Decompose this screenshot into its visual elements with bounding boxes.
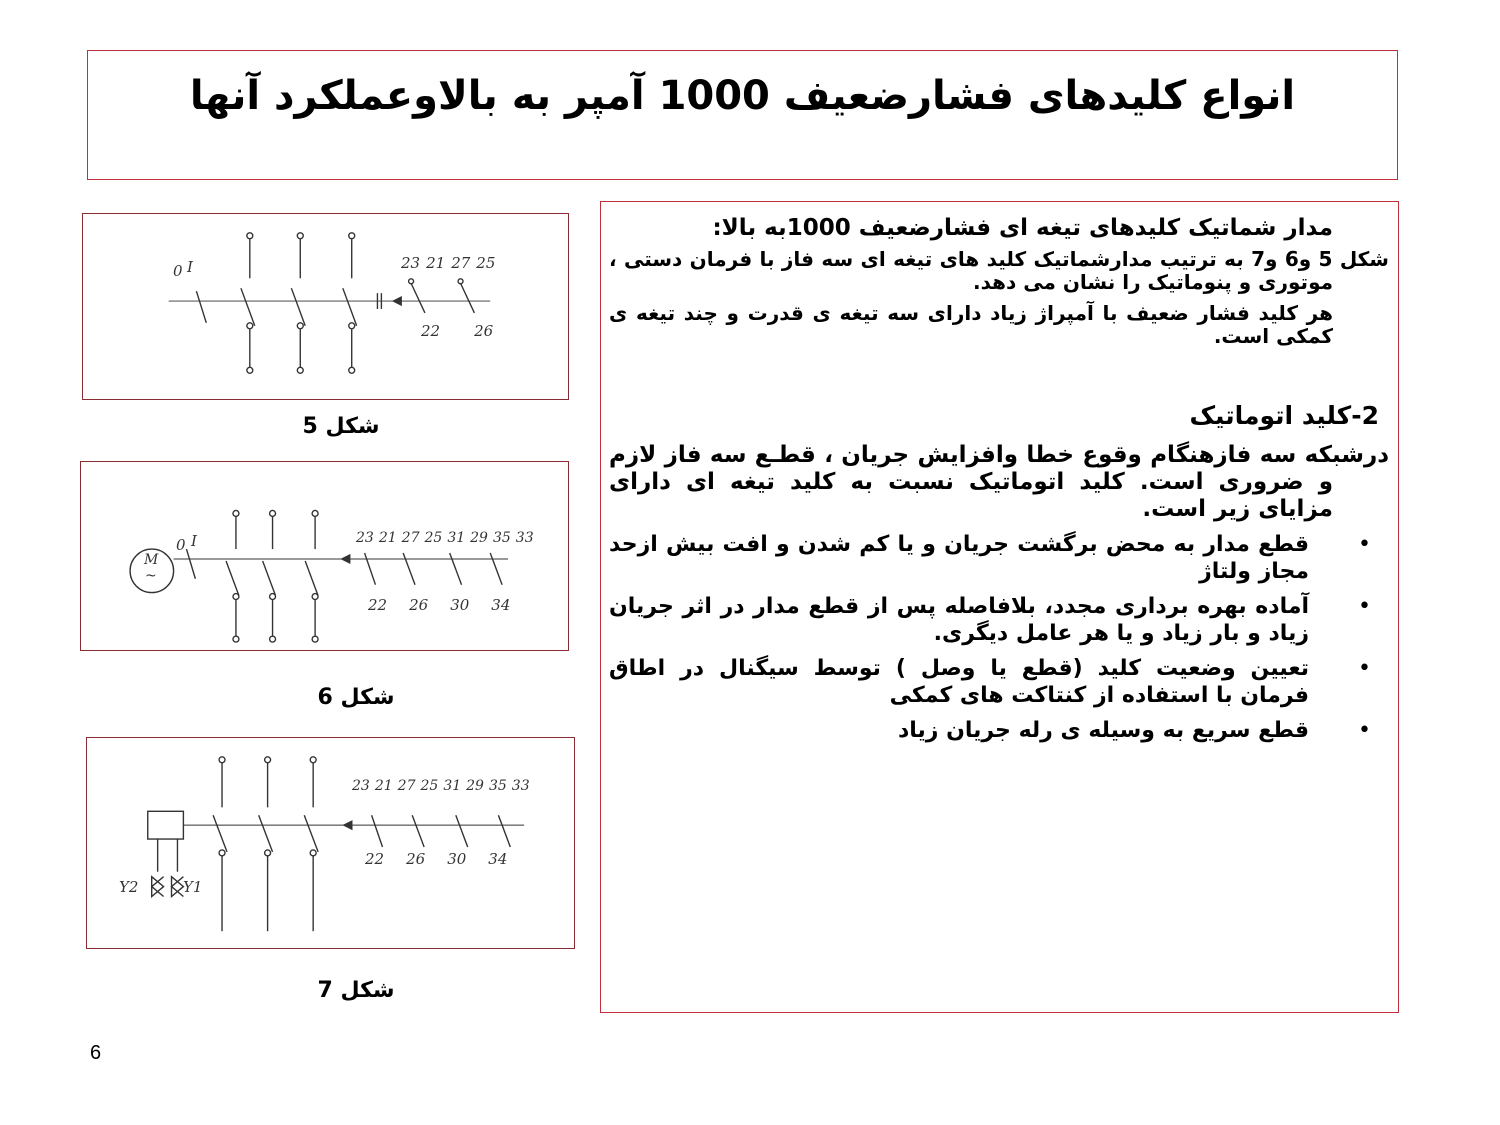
power-blade: [259, 757, 273, 931]
contact-number: 31: [447, 530, 466, 546]
content-item: [609, 302, 1389, 348]
contact-number: 31: [443, 778, 462, 794]
figure-6-diagram: [80, 461, 569, 651]
contact-number: 27: [401, 530, 420, 546]
power-blade: [241, 233, 255, 373]
slide-title: انواع کلیدهای فشارضعیف 1000 آمپر به بالاوعملکرد آنها: [189, 73, 1296, 119]
bottom-contact-numbers: [421, 322, 493, 340]
bottom-contact-numbers: [368, 596, 510, 614]
contact-number: 21: [374, 778, 393, 794]
contact-number: 27: [397, 778, 416, 794]
advantage-item: [609, 655, 1389, 709]
figure-label: I: [187, 258, 193, 276]
content-item-text: شکل 5 و6 و7 به ترتیب مدارشماتیک کلید های تیغه ای سه فاز با فرمان دستی ، موتوری و پنوماتیک را نشان می دهد.: [609, 247, 1389, 294]
contact-number: 23: [352, 778, 370, 794]
content-item-text: هر کلید فشار ضعیف با آمپراژ زیاد دارای سه تیغه ی قدرت و چند تیغه ی کمکی است.: [609, 301, 1333, 348]
contact-number: 22: [365, 850, 385, 868]
figure-6-caption: شکل 6: [317, 685, 395, 710]
contact-number: 30: [450, 596, 470, 614]
contact-number: 33: [511, 778, 530, 794]
figure-label: I: [191, 532, 197, 550]
contact-number: 26: [409, 596, 429, 614]
top-contact-numbers: [401, 254, 495, 272]
contact-number: 21: [426, 254, 446, 272]
advantage-text: قطع مدار به محض برگشت جریان و یا کم شدن و افت بیش ازحد مجاز ولتاژ: [609, 532, 1309, 584]
advantage-text: قطع سریع به وسیله ی رله جریان زیاد: [897, 718, 1309, 743]
section-heading: 2-کلید اتوماتیک: [1189, 401, 1379, 430]
power-blade: [226, 510, 239, 642]
content-frame: [600, 201, 1399, 1013]
contact-number: 35: [492, 530, 511, 546]
figure-5-caption: شکل 5: [302, 414, 380, 439]
bullet-dot-icon: •: [1358, 532, 1371, 557]
valve-label: Y1: [183, 878, 203, 896]
contact-number: 29: [466, 778, 484, 794]
power-blade: [305, 510, 318, 642]
pneumatic-cylinder: [148, 811, 184, 839]
advantage-text: آماده بهره برداری مجدد، بلافاصله پس از قطع مدار در اثر جریان زیاد و بار زیاد و یا هر عامل دیگری.: [609, 594, 1309, 646]
advantage-item: [609, 531, 1389, 585]
content-item-text: مدار شماتیک کلیدهای تیغه ای فشارضعیف 1000به بالا:: [712, 215, 1333, 241]
intro-paragraph: [609, 442, 1389, 523]
content-item: [609, 248, 1389, 294]
motor-sub-label: ~: [145, 568, 157, 584]
contact-number: 34: [488, 850, 508, 868]
contact-number: 26: [406, 850, 426, 868]
contact-number: 25: [420, 778, 439, 794]
contact-number: 26: [474, 322, 494, 340]
bullet-dot-icon: •: [1358, 718, 1371, 743]
figure-5-diagram: [82, 213, 569, 400]
figure-5-svg: [83, 214, 568, 399]
contact-number: 29: [470, 530, 488, 546]
power-blade: [343, 233, 357, 373]
figure-7-caption: شکل 7: [317, 978, 395, 1003]
valve-label: Y2: [119, 878, 139, 896]
power-blade: [291, 233, 305, 373]
title-frame: [87, 50, 1398, 180]
motor-label: M: [144, 552, 159, 568]
content-body: [609, 216, 1389, 752]
contact-number: 34: [491, 596, 511, 614]
contact-number: 33: [515, 530, 534, 546]
page-number: 6: [90, 1042, 102, 1064]
power-blade: [263, 510, 276, 642]
bullet-dot-icon: •: [1358, 656, 1371, 681]
advantage-item: [609, 717, 1389, 744]
figure-label: 0: [173, 262, 183, 280]
content-item: [609, 216, 1389, 240]
figure-label: 0: [176, 536, 186, 554]
advantage-text: تعیین وضعیت کلید (قطع یا وصل ) توسط سیگنال در اطاق فرمان با استفاده از کنتاکت های کمکی: [609, 656, 1309, 708]
power-blade: [304, 757, 318, 931]
top-contact-numbers: [352, 778, 530, 794]
intro-text: درشبکه سه فازهنگام وقوع خطا وافزایش جریان ، قطـع سه فاز لازم و ضروری است. کلید اتوماتیک نسبت به کلید تیغه ای دارای مزایای زیر است.: [609, 442, 1389, 522]
contact-number: 35: [488, 778, 507, 794]
contact-number: 30: [447, 850, 467, 868]
figure-7-diagram: [86, 737, 575, 949]
contact-number: 27: [451, 254, 471, 272]
advantage-item: [609, 593, 1389, 647]
top-contact-numbers: [356, 530, 534, 546]
power-blade: [213, 757, 227, 931]
contact-number: 21: [378, 530, 397, 546]
contact-number: 25: [424, 530, 443, 546]
contact-number: 22: [368, 596, 388, 614]
contact-number: 23: [356, 530, 374, 546]
figure-7-svg: [87, 738, 574, 948]
contact-number: 25: [476, 254, 496, 272]
bottom-contact-numbers: [365, 850, 507, 868]
contact-number: 23: [401, 254, 421, 272]
contact-number: 22: [421, 322, 441, 340]
bullet-dot-icon: •: [1358, 594, 1371, 619]
